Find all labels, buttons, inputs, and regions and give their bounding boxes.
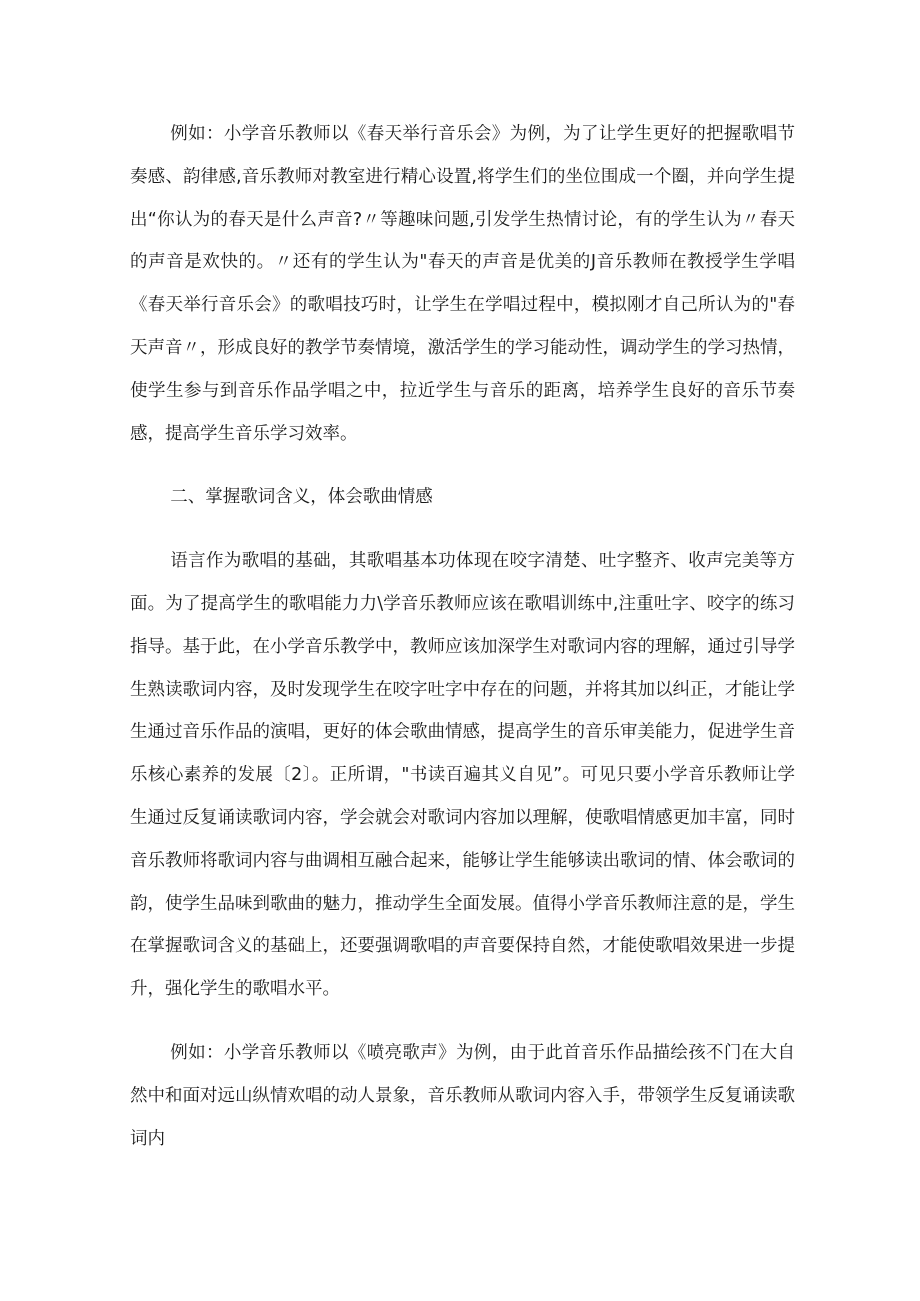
paragraph-gap: [130, 1011, 795, 1032]
section-heading: 二、掌握歌词含义，体会歌曲情感: [170, 487, 433, 508]
paragraph-lyrics-meaning: 语言作为歌唱的基础，其歌唱基本功体现在咬字清楚、吐字整齐、收声完美等方面。为了提高学生的歌唱能力力\学音乐教师应该在歌唱训练中,注重吐字、咬字的练习指导。基于此，在小学音乐教学中，教师应该加深学生对歌词内容的理解，通过引导学生熟读歌词内容，及时发现学生在咬字吐字中存在的问题，并将其加以纠正，才能让学生通过音乐作品的演唱，更好的体会歌曲情感，提高学生的音乐审美能力，促进学生音乐核心素养的发展〔2〕。正所谓，"书读百遍其义自见”。可见只要小学音乐教师让学生通过反复诵读歌词内容，学会就会对歌词内容加以理解，使歌唱情感更加丰富，同时音乐教师将歌词内容与曲调相互融合起来，能够让学生能够读出歌词的情、体会歌词的韵，使学生品味到歌曲的魅力，推动学生全面发展。值得小学音乐教师注意的是，学生在掌握歌词含义的基础上，还要强调歌唱的声音要保持自然，才能使歌唱效果进一步提升，强化学生的歌唱水平。: [130, 551, 795, 1000]
paragraph-gap: [130, 519, 795, 540]
document-body: [130, 113, 795, 1160]
paragraph-song-example: 例如：小学音乐教师以《喷亮歌声》为例，由于此首音乐作品描绘孩不门在大自然中和面对远山纵情欢唱的动人景象，音乐教师从歌词内容入手，带领学生反复诵读歌词内: [130, 1042, 795, 1149]
paragraph-spring-concert-example: 例如：小学音乐教师以《春天举行音乐会》为例，为了让学生更好的把握歌唱节奏感、韵律感,音乐教师对教室进行精心设置,将学生们的坐位围成一个圈，并向学生提出“你认为的春天是什么声音?〃等趣味问题,引发学生热情讨论，有的学生认为〃春天的声音是欢快的。〃还有的学生认为"春天的声音是优美的J音乐教师在教授学生学唱《春天举行音乐会》的歌唱技巧时，让学生在学唱过程中，模拟刚才自己所认为的"春天声音〃，形成良好的教学节奏情境，激活学生的学习能动性，调动学生的学习热情，使学生参与到音乐作品学唱之中，拉近学生与音乐的距离，培养学生良好的音乐节奏感，提高学生音乐学习效率。: [130, 124, 795, 444]
paragraph-gap: [130, 455, 795, 476]
